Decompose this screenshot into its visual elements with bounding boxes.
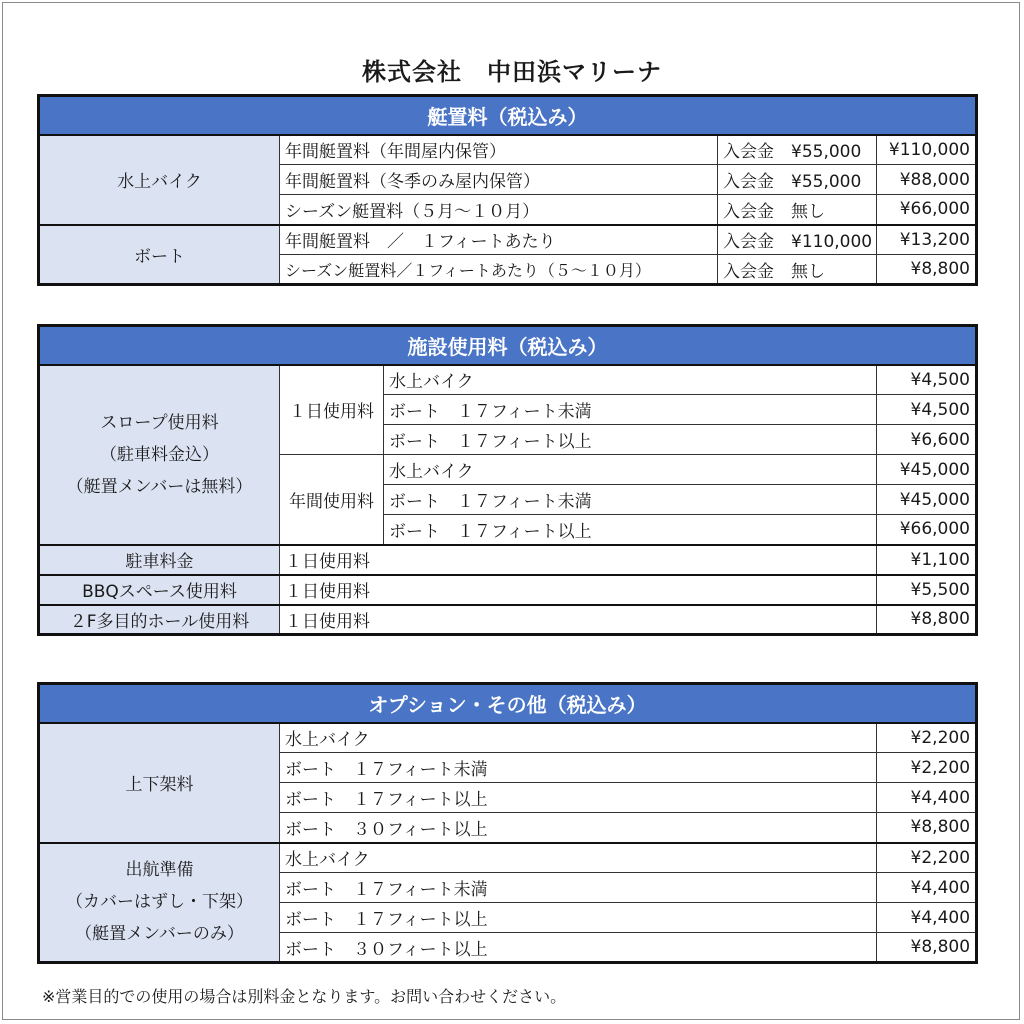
price-cell: ¥45,000 — [877, 455, 977, 485]
item-cell: ボート ３０フィート以上 — [280, 933, 877, 963]
price-cell: ¥66,000 — [877, 515, 977, 545]
price-cell: ¥88,000 — [877, 165, 977, 195]
item-cell: ボート １７フィート以上 — [280, 903, 877, 933]
price-cell: ¥8,800 — [877, 605, 977, 635]
price-cell: ¥66,000 — [877, 195, 977, 225]
item-cell: ボート １７フィート以上 — [384, 425, 877, 455]
period-label-daily: １日使用料 — [280, 365, 384, 455]
options-table — [37, 682, 978, 964]
item-cell: １日使用料 — [280, 575, 877, 605]
price-cell: ¥5,500 — [877, 575, 977, 605]
table-row — [39, 843, 977, 873]
departure-prep-label — [39, 843, 280, 963]
price-cell: ¥4,500 — [877, 365, 977, 395]
slope-label-line: （駐車料金込） — [100, 444, 219, 465]
group-label-jetski: 水上バイク — [39, 135, 280, 225]
item-cell: 水上バイク — [280, 723, 877, 753]
fee-cell: 入会金 ¥110,000 — [718, 225, 877, 255]
price-cell: ¥2,200 — [877, 753, 977, 783]
parking-label: 駐車料金 — [39, 545, 280, 575]
fee-cell: 入会金 無し — [718, 255, 877, 285]
item-cell: 年間艇置料 ／ １フィートあたり — [280, 225, 718, 255]
slope-label — [39, 365, 280, 545]
period-label-annual: 年間使用料 — [280, 455, 384, 545]
item-cell: １日使用料 — [280, 545, 877, 575]
price-cell: ¥4,500 — [877, 395, 977, 425]
price-cell: ¥4,400 — [877, 783, 977, 813]
item-cell: 水上バイク — [384, 455, 877, 485]
footnote: ※営業目的での使用の場合は別料金となります。お問い合わせください。 — [42, 987, 567, 1006]
price-cell: ¥2,200 — [877, 723, 977, 753]
mooring-header: 艇置料（税込み） — [39, 96, 977, 135]
bbq-label: BBQスペース使用料 — [39, 575, 280, 605]
item-cell: ボート １７フィート以上 — [384, 515, 877, 545]
price-cell: ¥6,600 — [877, 425, 977, 455]
departure-label-line: （カバーはずし・下架） — [66, 892, 253, 913]
item-cell: ボート １７フィート未満 — [280, 873, 877, 903]
item-cell: １日使用料 — [280, 605, 877, 635]
price-cell: ¥110,000 — [877, 135, 977, 165]
item-cell: シーズン艇置料／１フィートあたり（５～１０月） — [280, 255, 718, 285]
item-cell: ボート ３０フィート以上 — [280, 813, 877, 843]
facility-table — [37, 324, 978, 636]
price-cell: ¥4,400 — [877, 873, 977, 903]
launch-fee-label: 上下架料 — [39, 723, 280, 843]
price-cell: ¥8,800 — [877, 255, 977, 285]
item-cell: ボート １７フィート未満 — [280, 753, 877, 783]
item-cell: 年間艇置料（冬季のみ屋内保管） — [280, 165, 718, 195]
price-cell: ¥45,000 — [877, 485, 977, 515]
departure-label-line: （艇置メンバーのみ） — [75, 924, 244, 945]
item-cell: ボート １７フィート未満 — [384, 485, 877, 515]
slope-label-line: スロープ使用料 — [100, 412, 219, 433]
slope-label-line: （艇置メンバーは無料） — [66, 476, 253, 497]
price-cell: ¥8,800 — [877, 933, 977, 963]
table-row — [39, 575, 977, 605]
price-cell: ¥8,800 — [877, 813, 977, 843]
price-cell: ¥2,200 — [877, 843, 977, 873]
item-cell: ボート １７フィート未満 — [384, 395, 877, 425]
table-row — [39, 225, 977, 255]
fee-cell: 入会金 ¥55,000 — [718, 135, 877, 165]
item-cell: ボート １７フィート以上 — [280, 783, 877, 813]
item-cell: 年間艇置料（年間屋内保管） — [280, 135, 718, 165]
options-header: オプション・その他（税込み） — [39, 684, 977, 723]
mooring-table — [37, 94, 978, 286]
item-cell: 水上バイク — [384, 365, 877, 395]
price-cell: ¥4,400 — [877, 903, 977, 933]
price-cell: ¥1,100 — [877, 545, 977, 575]
table-row — [39, 365, 977, 395]
table-row — [39, 723, 977, 753]
table-row — [39, 545, 977, 575]
departure-label-line: 出航準備 — [125, 860, 194, 881]
item-cell: 水上バイク — [280, 843, 877, 873]
item-cell: シーズン艇置料（５月～１０月） — [280, 195, 718, 225]
fee-cell: 入会金 ¥55,000 — [718, 165, 877, 195]
table-row — [39, 135, 977, 165]
price-cell: ¥13,200 — [877, 225, 977, 255]
group-label-boat: ボート — [39, 225, 280, 285]
table-row — [39, 605, 977, 635]
fee-cell: 入会金 無し — [718, 195, 877, 225]
hall-label: ２F多目的ホール使用料 — [39, 605, 280, 635]
facility-header: 施設使用料（税込み） — [39, 326, 977, 365]
page-title: 株式会社 中田浜マリーナ — [362, 58, 662, 86]
